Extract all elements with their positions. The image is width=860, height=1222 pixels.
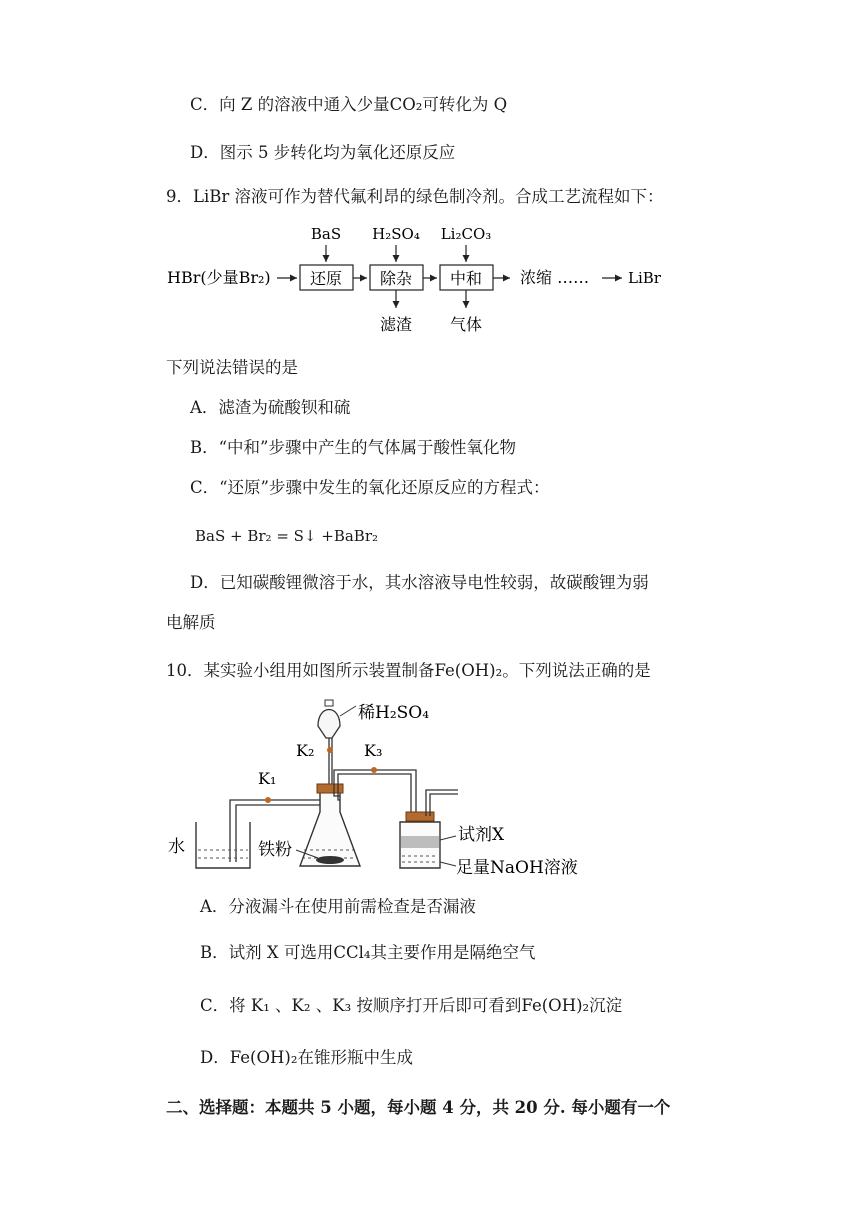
output-residue: 滤渣	[379, 315, 413, 334]
reagent-bas: BaS	[310, 225, 342, 243]
flask-stopper	[317, 784, 343, 793]
reagent-li2co3: Li₂CO₃	[440, 225, 492, 243]
k3-valve-icon[interactable]	[371, 767, 377, 773]
reagent-x-layer	[401, 836, 439, 848]
label-reagent-x: 试剂X	[458, 825, 505, 845]
q10-option-b: B．试剂 X 可选用CCl₄其主要作用是隔绝空气	[200, 943, 536, 962]
flow-after: 浓缩 ……	[520, 268, 590, 287]
step-reduce: 还原	[309, 269, 343, 288]
label-k3: K₃	[364, 741, 383, 760]
flow-product: LiBr	[628, 269, 661, 287]
q9-option-c: C．“还原”步骤中发生的氧化还原反应的方程式：	[190, 478, 550, 497]
q10-option-d: D．Fe(OH)₂在锥形瓶中生成	[200, 1048, 413, 1067]
step-purify: 除杂	[379, 269, 413, 288]
k2-valve-icon[interactable]	[327, 747, 333, 753]
label-water: 水	[168, 837, 185, 857]
label-naoh: 足量NaOH溶液	[456, 858, 578, 878]
q9-ask: 下列说法错误的是	[166, 358, 298, 377]
q8-option-d: D．图示 5 步转化均为氧化还原反应	[190, 143, 456, 162]
q9-equation: BaS + Br₂ = S↓ +BaBr₂	[195, 527, 379, 545]
step-neutralize: 中和	[449, 269, 483, 288]
q9-option-d-line2: 电解质	[166, 613, 216, 632]
label-k1: K₁	[258, 769, 277, 788]
q10-stem: 10．某实验小组用如图所示装置制备Fe(OH)₂。下列说法正确的是	[166, 661, 651, 680]
q9-stem: 9．LiBr 溶液可作为替代氟利昂的绿色制冷剂。合成工艺流程如下：	[166, 187, 664, 206]
q8-option-c: C．向 Z 的溶液中通入少量CO₂可转化为 Q	[190, 95, 508, 114]
label-iron: 铁粉	[258, 840, 292, 860]
q9-option-b: B．“中和”步骤中产生的气体属于酸性氧化物	[190, 438, 516, 457]
q10-option-c: C．将 K₁ 、K₂ 、K₃ 按顺序打开后即可看到Fe(OH)₂沉淀	[200, 996, 623, 1015]
label-acid: 稀H₂SO₄	[358, 703, 430, 723]
output-gas: 气体	[449, 315, 483, 334]
label-k2: K₂	[296, 741, 315, 760]
q10-option-a: A．分液漏斗在使用前需检查是否漏液	[200, 897, 476, 916]
k1-valve-icon[interactable]	[265, 797, 271, 803]
q9-option-a: A．滤渣为硫酸钡和硫	[190, 398, 351, 417]
flow-input: HBr(少量Br₂)	[167, 268, 271, 287]
reagent-h2so4: H₂SO₄	[372, 225, 420, 243]
q9-option-d-line1: D．已知碳酸锂微溶于水，其水溶液导电性较弱，故碳酸锂为弱	[190, 573, 649, 592]
section-2-heading: 二、选择题：本题共 5 小题，每小题 4 分，共 20 分. 每小题有一个	[166, 1098, 671, 1117]
separatory-funnel	[318, 710, 340, 739]
iron-powder	[316, 856, 344, 864]
beaker	[196, 822, 250, 868]
